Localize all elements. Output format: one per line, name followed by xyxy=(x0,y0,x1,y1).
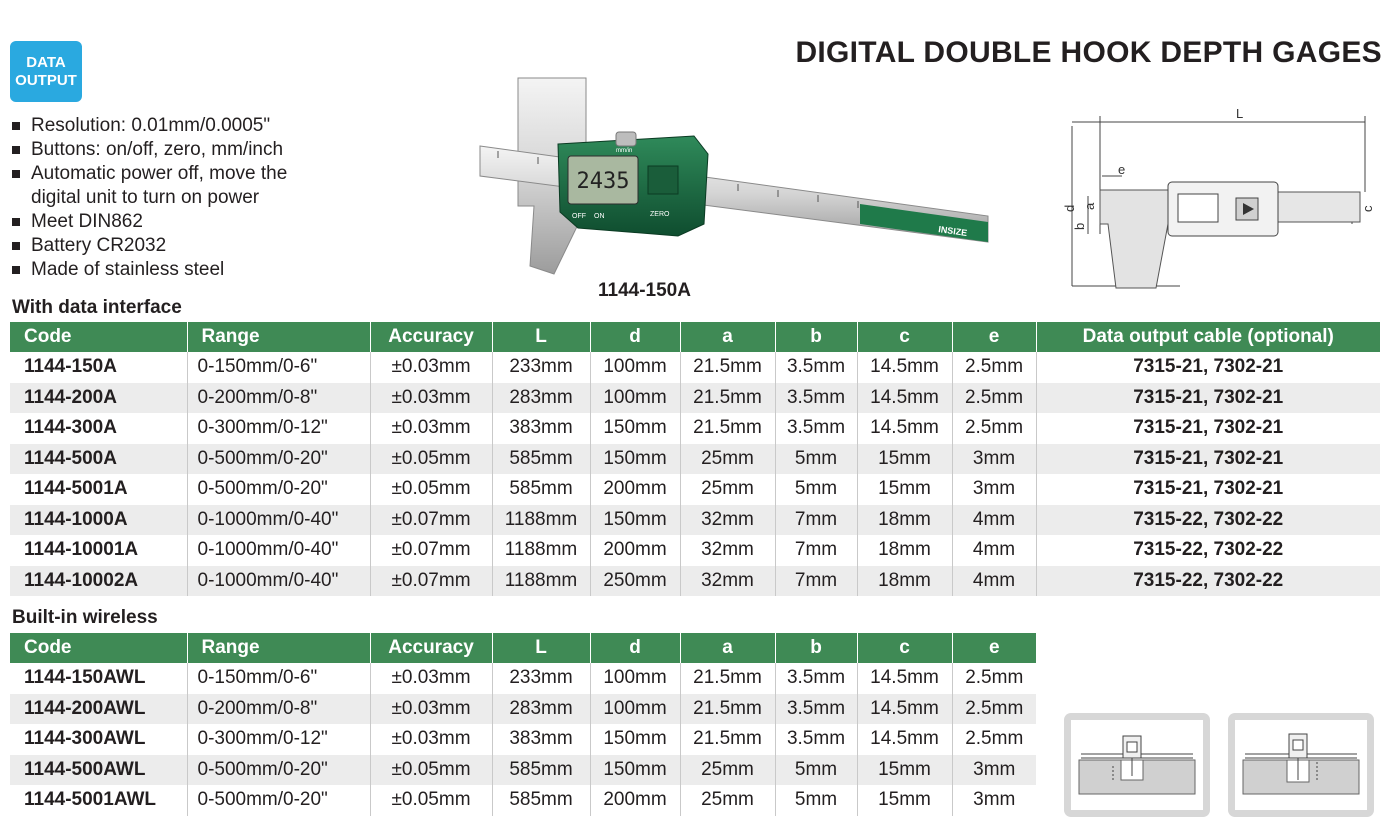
col-header-l: L xyxy=(492,322,590,352)
cell-accuracy: ±0.03mm xyxy=(370,694,492,725)
cell-code: 1144-1000A xyxy=(10,505,187,536)
cell-range: 0-200mm/0-8" xyxy=(187,694,370,725)
table-row xyxy=(10,724,1036,755)
button-on-label: ON xyxy=(594,213,605,220)
cell-range: 0-300mm/0-12" xyxy=(187,724,370,755)
table-row xyxy=(10,535,1380,566)
cell-d: 150mm xyxy=(590,724,680,755)
cell-cable: 7315-21, 7302-21 xyxy=(1036,352,1380,383)
data-interface-table-body xyxy=(10,352,1380,596)
badge-line-2: OUTPUT xyxy=(15,71,77,89)
table-row xyxy=(10,694,1036,725)
cell-range: 0-500mm/0-20" xyxy=(187,785,370,816)
col-header-c: c xyxy=(857,633,952,663)
cell-accuracy: ±0.03mm xyxy=(370,724,492,755)
button-off-label: OFF xyxy=(572,213,586,220)
feature-item: Resolution: 0.01mm/0.0005" xyxy=(10,114,340,138)
cell-code: 1144-500AWL xyxy=(10,755,187,786)
feature-item: Buttons: on/off, zero, mm/inch xyxy=(10,138,340,162)
dimension-diagram xyxy=(1060,96,1390,296)
cell-l: 1188mm xyxy=(492,535,590,566)
col-header-a: a xyxy=(680,322,775,352)
table-row xyxy=(10,352,1380,383)
col-header-range: Range xyxy=(187,633,370,663)
cell-c: 14.5mm xyxy=(857,663,952,694)
col-header-cable: Data output cable (optional) xyxy=(1036,322,1380,352)
groove-outside-icon xyxy=(1235,720,1367,810)
cell-accuracy: ±0.03mm xyxy=(370,663,492,694)
cell-l: 233mm xyxy=(492,352,590,383)
usage-illustration-outside-groove xyxy=(1228,713,1374,817)
col-header-code: Code xyxy=(10,633,187,663)
cell-b: 3.5mm xyxy=(775,352,857,383)
dim-label-l: L xyxy=(1236,106,1244,121)
cell-c: 18mm xyxy=(857,535,952,566)
badge-line-1: DATA xyxy=(26,53,66,71)
table-row xyxy=(10,474,1380,505)
cell-l: 383mm xyxy=(492,413,590,444)
cell-range: 0-200mm/0-8" xyxy=(187,383,370,414)
cell-accuracy: ±0.05mm xyxy=(370,444,492,475)
cell-a: 21.5mm xyxy=(680,383,775,414)
data-interface-table xyxy=(10,322,1380,596)
cell-e: 2.5mm xyxy=(952,724,1036,755)
cell-code: 1144-300A xyxy=(10,413,187,444)
cell-l: 1188mm xyxy=(492,566,590,597)
cell-accuracy: ±0.05mm xyxy=(370,474,492,505)
cell-b: 7mm xyxy=(775,505,857,536)
col-header-b: b xyxy=(775,633,857,663)
cell-code: 1144-5001A xyxy=(10,474,187,505)
cell-b: 3.5mm xyxy=(775,663,857,694)
cell-b: 5mm xyxy=(775,785,857,816)
col-header-range: Range xyxy=(187,322,370,352)
cell-c: 14.5mm xyxy=(857,413,952,444)
cell-code: 1144-200AWL xyxy=(10,694,187,725)
cell-c: 14.5mm xyxy=(857,383,952,414)
cell-accuracy: ±0.05mm xyxy=(370,785,492,816)
cell-e: 4mm xyxy=(952,505,1036,536)
cell-range: 0-500mm/0-20" xyxy=(187,444,370,475)
cell-c: 14.5mm xyxy=(857,694,952,725)
button-zero-label: ZERO xyxy=(650,211,670,218)
cell-e: 2.5mm xyxy=(952,383,1036,414)
table-row xyxy=(10,566,1380,597)
col-header-d: d xyxy=(590,633,680,663)
usage-illustration-inside-groove xyxy=(1064,713,1210,817)
cell-code: 1144-300AWL xyxy=(10,724,187,755)
cell-e: 3mm xyxy=(952,785,1036,816)
cell-b: 5mm xyxy=(775,444,857,475)
dim-label-a: a xyxy=(1082,202,1097,210)
dim-label-d: d xyxy=(1062,204,1077,212)
feature-item: Meet DIN862 xyxy=(10,210,340,234)
cell-d: 150mm xyxy=(590,505,680,536)
cell-c: 15mm xyxy=(857,785,952,816)
cell-a: 25mm xyxy=(680,474,775,505)
cell-c: 14.5mm xyxy=(857,352,952,383)
cell-cable: 7315-22, 7302-22 xyxy=(1036,505,1380,536)
cell-cable: 7315-21, 7302-21 xyxy=(1036,474,1380,505)
button-mm-inch-label: mm/in xyxy=(616,148,633,154)
cell-b: 3.5mm xyxy=(775,694,857,725)
cell-b: 3.5mm xyxy=(775,724,857,755)
cell-e: 4mm xyxy=(952,535,1036,566)
cell-c: 14.5mm xyxy=(857,724,952,755)
cell-l: 1188mm xyxy=(492,505,590,536)
cell-a: 32mm xyxy=(680,505,775,536)
cell-e: 2.5mm xyxy=(952,663,1036,694)
dim-label-e: e xyxy=(1118,162,1126,177)
table-header-row xyxy=(10,633,1036,663)
cell-a: 25mm xyxy=(680,785,775,816)
feature-list xyxy=(10,114,340,282)
page-title: DIGITAL DOUBLE HOOK DEPTH GAGES xyxy=(795,36,1382,69)
cell-l: 383mm xyxy=(492,724,590,755)
cell-l: 585mm xyxy=(492,444,590,475)
cell-d: 200mm xyxy=(590,535,680,566)
cell-b: 7mm xyxy=(775,535,857,566)
section-label-data-interface: With data interface xyxy=(12,297,182,318)
dim-label-c: c xyxy=(1360,205,1375,212)
cell-range: 0-500mm/0-20" xyxy=(187,755,370,786)
table-row xyxy=(10,383,1380,414)
cell-accuracy: ±0.03mm xyxy=(370,352,492,383)
cell-a: 21.5mm xyxy=(680,352,775,383)
cell-accuracy: ±0.03mm xyxy=(370,383,492,414)
cell-b: 7mm xyxy=(775,566,857,597)
cell-e: 2.5mm xyxy=(952,694,1036,725)
cell-l: 283mm xyxy=(492,383,590,414)
cell-e: 4mm xyxy=(952,566,1036,597)
col-header-c: c xyxy=(857,322,952,352)
cell-code: 1144-200A xyxy=(10,383,187,414)
table-row xyxy=(10,755,1036,786)
cell-d: 150mm xyxy=(590,413,680,444)
cell-accuracy: ±0.07mm xyxy=(370,535,492,566)
cell-cable: 7315-22, 7302-22 xyxy=(1036,535,1380,566)
cell-d: 100mm xyxy=(590,694,680,725)
cell-a: 21.5mm xyxy=(680,663,775,694)
col-header-e: e xyxy=(952,633,1036,663)
cell-range: 0-150mm/0-6" xyxy=(187,352,370,383)
cell-range: 0-150mm/0-6" xyxy=(187,663,370,694)
data-output-badge xyxy=(10,41,82,102)
col-header-accuracy: Accuracy xyxy=(370,633,492,663)
cell-a: 21.5mm xyxy=(680,724,775,755)
table-row xyxy=(10,413,1380,444)
col-header-a: a xyxy=(680,633,775,663)
cell-code: 1144-150A xyxy=(10,352,187,383)
cell-l: 585mm xyxy=(492,474,590,505)
cell-b: 3.5mm xyxy=(775,413,857,444)
cell-a: 32mm xyxy=(680,566,775,597)
cell-a: 21.5mm xyxy=(680,694,775,725)
cell-code: 1144-10002A xyxy=(10,566,187,597)
cell-range: 0-1000mm/0-40" xyxy=(187,505,370,536)
cell-l: 283mm xyxy=(492,694,590,725)
cell-d: 200mm xyxy=(590,474,680,505)
product-caption: 1144-150A xyxy=(598,280,691,301)
cell-e: 2.5mm xyxy=(952,352,1036,383)
cell-a: 32mm xyxy=(680,535,775,566)
cell-e: 2.5mm xyxy=(952,413,1036,444)
dim-label-b: b xyxy=(1072,222,1087,230)
product-image xyxy=(468,56,1000,292)
cell-d: 100mm xyxy=(590,383,680,414)
cell-b: 5mm xyxy=(775,755,857,786)
col-header-b: b xyxy=(775,322,857,352)
cell-l: 233mm xyxy=(492,663,590,694)
data-port-icon xyxy=(648,166,678,194)
cell-range: 0-1000mm/0-40" xyxy=(187,566,370,597)
cell-c: 15mm xyxy=(857,444,952,475)
cell-cable: 7315-21, 7302-21 xyxy=(1036,444,1380,475)
feature-item: Battery CR2032 xyxy=(10,234,340,258)
cell-range: 0-300mm/0-12" xyxy=(187,413,370,444)
cell-accuracy: ±0.05mm xyxy=(370,755,492,786)
col-header-l: L xyxy=(492,633,590,663)
lcd-reading: 2435 xyxy=(576,169,630,194)
cell-e: 3mm xyxy=(952,474,1036,505)
cell-code: 1144-5001AWL xyxy=(10,785,187,816)
cell-accuracy: ±0.07mm xyxy=(370,566,492,597)
groove-inside-icon xyxy=(1071,720,1203,810)
cell-e: 3mm xyxy=(952,755,1036,786)
table-header-row xyxy=(10,322,1380,352)
table-row xyxy=(10,505,1380,536)
cell-a: 25mm xyxy=(680,755,775,786)
cell-code: 1144-10001A xyxy=(10,535,187,566)
table-row xyxy=(10,444,1380,475)
wireless-table-body xyxy=(10,663,1036,816)
cell-e: 3mm xyxy=(952,444,1036,475)
cell-d: 100mm xyxy=(590,663,680,694)
cell-d: 100mm xyxy=(590,352,680,383)
feature-item: Made of stainless steel xyxy=(10,258,340,282)
col-header-e: e xyxy=(952,322,1036,352)
cell-range: 0-1000mm/0-40" xyxy=(187,535,370,566)
cell-accuracy: ±0.03mm xyxy=(370,413,492,444)
cell-b: 5mm xyxy=(775,474,857,505)
cell-l: 585mm xyxy=(492,785,590,816)
col-header-accuracy: Accuracy xyxy=(370,322,492,352)
cell-d: 150mm xyxy=(590,755,680,786)
cell-c: 18mm xyxy=(857,505,952,536)
brand-logo: INSIZE xyxy=(937,224,968,239)
cell-d: 250mm xyxy=(590,566,680,597)
feature-item: Automatic power off, move the digital unit to turn on power xyxy=(10,162,340,210)
cell-b: 3.5mm xyxy=(775,383,857,414)
cell-l: 585mm xyxy=(492,755,590,786)
col-header-d: d xyxy=(590,322,680,352)
cell-cable: 7315-21, 7302-21 xyxy=(1036,383,1380,414)
cell-c: 18mm xyxy=(857,566,952,597)
lock-knob-icon xyxy=(616,132,636,146)
cell-c: 15mm xyxy=(857,474,952,505)
col-header-code: Code xyxy=(10,322,187,352)
cell-a: 25mm xyxy=(680,444,775,475)
cell-code: 1144-150AWL xyxy=(10,663,187,694)
cell-accuracy: ±0.07mm xyxy=(370,505,492,536)
cell-a: 21.5mm xyxy=(680,413,775,444)
cell-range: 0-500mm/0-20" xyxy=(187,474,370,505)
cell-cable: 7315-21, 7302-21 xyxy=(1036,413,1380,444)
wireless-table xyxy=(10,633,1036,816)
cell-code: 1144-500A xyxy=(10,444,187,475)
cell-c: 15mm xyxy=(857,755,952,786)
cell-d: 150mm xyxy=(590,444,680,475)
cell-d: 200mm xyxy=(590,785,680,816)
section-label-wireless: Built-in wireless xyxy=(12,607,158,628)
table-row xyxy=(10,785,1036,816)
table-row xyxy=(10,663,1036,694)
cell-cable: 7315-22, 7302-22 xyxy=(1036,566,1380,597)
